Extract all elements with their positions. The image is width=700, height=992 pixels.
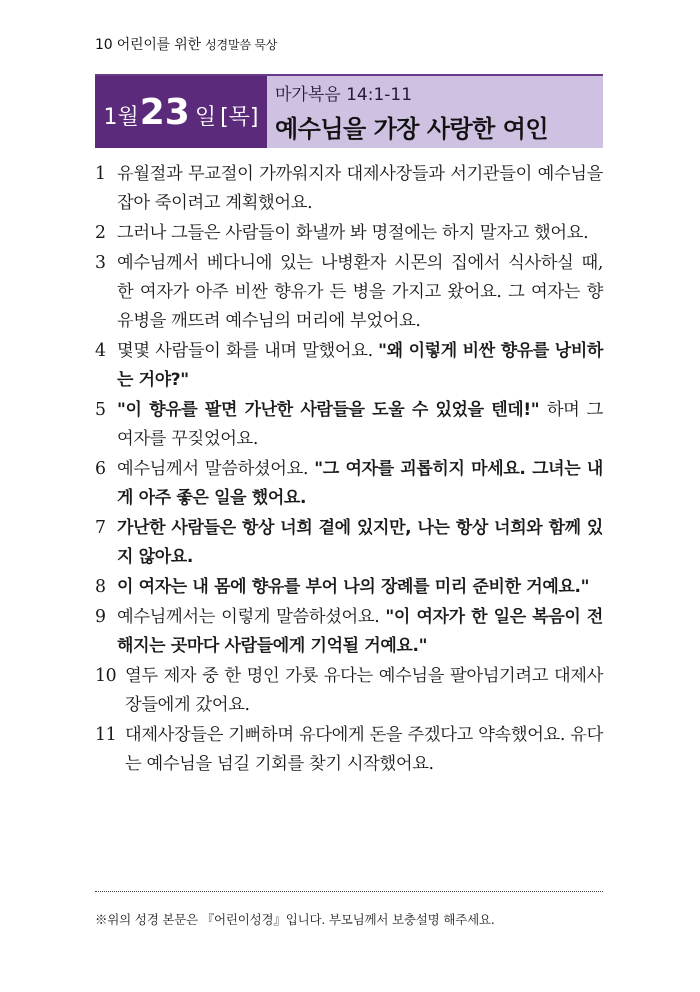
verse-5	[95, 396, 603, 454]
verse-text: 열두 제자 중 한 명인 가룟 유다는 예수님을 팔아넘기려고 대제사장들에게 갔어요.	[125, 666, 603, 715]
verse-text	[117, 455, 603, 513]
verse-narration: 몇몇 사람들이 화를 내며 말했어요.	[117, 341, 379, 361]
verse-number: 10	[95, 666, 117, 686]
verse-narration: 예수님께서 말씀하셨어요.	[117, 459, 315, 479]
verse-11	[95, 721, 603, 779]
verse-number: 5	[95, 400, 106, 420]
title-band	[95, 76, 603, 148]
verse-number: 1	[95, 164, 106, 184]
verse-text	[117, 396, 603, 454]
date-month: 1월	[103, 104, 139, 130]
verse-number: 7	[95, 518, 106, 538]
verse-text: 유월절과 무교절이 가까워지자 대제사장들과 서기관들이 예수님을 잡아 죽이려고 계획했어요.	[117, 164, 603, 213]
verse-number: 3	[95, 253, 106, 273]
verse-1	[95, 160, 603, 218]
footnote: ※위의 성경 본문은 『어린이성경』입니다. 부모님께서 보충설명 해주세요.	[95, 912, 495, 927]
verse-quote: "그 여자를 괴롭히지 마세요. 그녀는 내게 아주 좋은 일을 했어요.	[117, 459, 603, 508]
verse-text: 그러나 그들은 사람들이 화낼까 봐 명절에는 하지 말자고 했어요.	[117, 223, 589, 243]
verse-quote: 이 여자는 내 몸에 향유를 부어 나의 장례를 미리 준비한 거예요."	[117, 577, 590, 597]
running-header	[95, 34, 277, 54]
page-number: 10	[95, 37, 113, 53]
verse-number: 4	[95, 341, 106, 361]
verse-narration: 하며 그 여자를 꾸짖었어요.	[117, 400, 603, 449]
verse-4	[95, 337, 603, 395]
devotion-title: 예수님을 가장 사랑한 여인	[275, 115, 549, 143]
verse-narration: 예수님께서는 이렇게 말씀하셨어요.	[117, 607, 386, 627]
verse-list	[95, 160, 603, 780]
book-subtitle: 성경말씀 묵상	[205, 38, 278, 52]
verse-3	[95, 249, 603, 336]
verse-number: 2	[95, 223, 106, 243]
scripture-reference: 마가복음 14:1-11	[275, 85, 413, 105]
verse-2	[95, 219, 603, 248]
book-title: 어린이를 위한	[116, 37, 201, 53]
verse-number: 6	[95, 459, 106, 479]
bottom-rule	[95, 891, 603, 892]
verse-quote: "이 여자가 한 일은 복음이 전해지는 곳마다 사람들에게 기억될 거예요."	[117, 607, 603, 656]
verse-text: 대제사장들은 기뻐하며 유다에게 돈을 주겠다고 약속했어요. 유다는 예수님을 넘길 기회를 찾기 시작했어요.	[125, 725, 603, 774]
verse-6	[95, 455, 603, 513]
verse-text: 예수님께서 베다니에 있는 나병환자 시몬의 집에서 식사하실 때, 한 여자가 아주 비싼 향유가 든 병을 가지고 왔어요. 그 여자는 향유병을 깨뜨려 예수님의 머리에 부었어요.	[117, 253, 603, 331]
title-box	[267, 76, 603, 148]
verse-9	[95, 603, 603, 661]
verse-text	[117, 603, 603, 661]
verse-10	[95, 662, 603, 720]
verse-8	[95, 573, 603, 602]
verse-number: 11	[95, 725, 117, 745]
verse-text	[117, 337, 603, 395]
verse-number: 8	[95, 577, 106, 597]
date-day: 23	[139, 91, 190, 133]
verse-quote: "왜 이렇게 비싼 향유를 낭비하는 거야?"	[117, 341, 603, 390]
date-box	[95, 76, 267, 148]
date-day-suffix: 일	[194, 104, 217, 130]
verse-7	[95, 514, 603, 572]
verse-number: 9	[95, 607, 106, 627]
verse-quote: "이 향유를 팔면 가난한 사람들을 도울 수 있었을 텐데!"	[117, 400, 547, 420]
verse-quote: 가난한 사람들은 항상 너희 곁에 있지만, 나는 항상 너희와 함께 있지 않아요.	[117, 518, 603, 567]
date-weekday: [목]	[220, 104, 259, 130]
